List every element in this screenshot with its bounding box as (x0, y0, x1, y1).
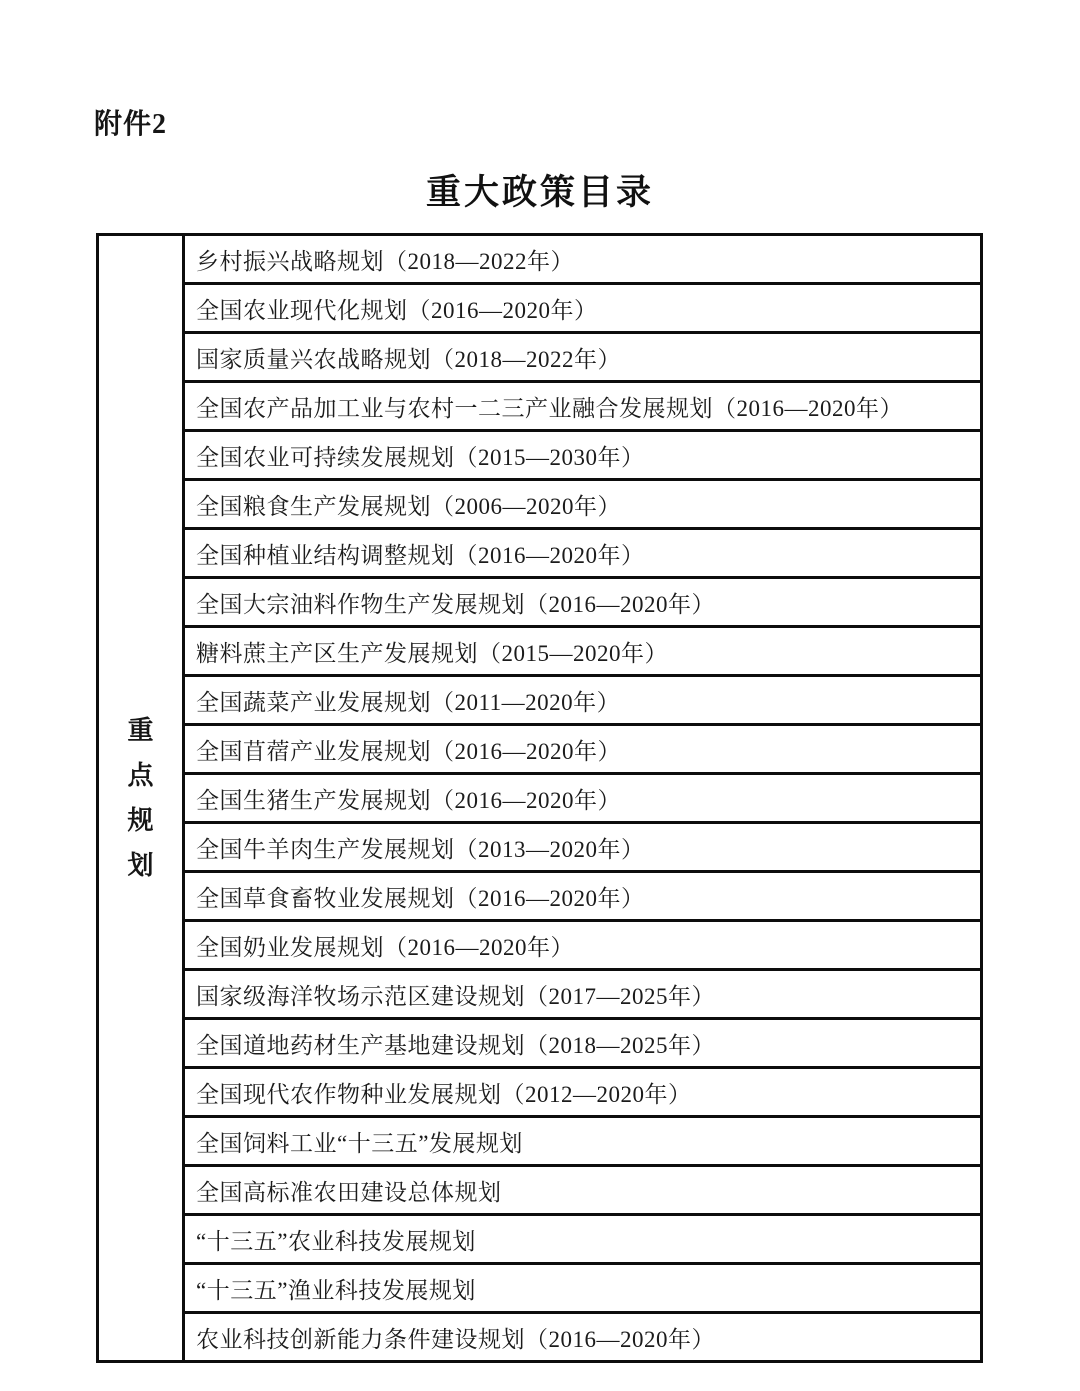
policy-name: 乡村振兴战略规划（2018—2022年） (196, 248, 574, 274)
policy-name: 国家质量兴农战略规划（2018—2022年） (196, 346, 621, 372)
table-row (185, 236, 980, 285)
table-row (185, 922, 980, 971)
policy-name: 全国苜蓿产业发展规划（2016—2020年） (196, 738, 621, 764)
policy-name: 全国现代农作物种业发展规划（2012—2020年） (196, 1081, 692, 1107)
policy-name: 全国粮食生产发展规划（2006—2020年） (196, 493, 621, 519)
policy-name: 全国高标准农田建设总体规划 (196, 1179, 502, 1205)
policy-name: 全国种植业结构调整规划（2016—2020年） (196, 542, 645, 568)
table-row (185, 1020, 980, 1069)
policy-name: 全国农产品加工业与农村一二三产业融合发展规划（2016—2020年） (196, 395, 903, 421)
page-title: 重大政策目录 (425, 173, 654, 212)
table-row (185, 383, 980, 432)
table-row (185, 677, 980, 726)
table-row (185, 824, 980, 873)
table-row (185, 579, 980, 628)
attachment-label: 附件2 (94, 109, 168, 140)
table-row (185, 481, 980, 530)
policy-name: 全国道地药材生产基地建设规划（2018—2025年） (196, 1032, 715, 1058)
table-row (185, 1216, 980, 1265)
table-row (185, 726, 980, 775)
table-row (185, 1118, 980, 1167)
table-row (185, 1167, 980, 1216)
policy-name: 农业科技创新能力条件建设规划（2016—2020年） (196, 1326, 715, 1352)
table-row (185, 432, 980, 481)
table-row (185, 1314, 980, 1360)
policy-table (96, 233, 983, 1363)
table-row (185, 1069, 980, 1118)
policy-name: “十三五”农业科技发展规划 (196, 1228, 476, 1254)
row-header-label: 重点规划 (127, 716, 154, 880)
policy-name: 全国蔬菜产业发展规划（2011—2020年） (196, 689, 621, 715)
table-row (185, 971, 980, 1020)
table-row (185, 873, 980, 922)
row-header-cell (99, 236, 185, 1360)
policy-name: 全国大宗油料作物生产发展规划（2016—2020年） (196, 591, 715, 617)
table-row (185, 285, 980, 334)
table-row (185, 628, 980, 677)
policy-name: 全国草食畜牧业发展规划（2016—2020年） (196, 885, 645, 911)
policy-name: 糖料蔗主产区生产发展规划（2015—2020年） (196, 640, 668, 666)
policy-name: 全国牛羊肉生产发展规划（2013—2020年） (196, 836, 645, 862)
policy-name: 全国农业可持续发展规划（2015—2030年） (196, 444, 645, 470)
table-rows (185, 236, 980, 1360)
policy-name: 全国生猪生产发展规划（2016—2020年） (196, 787, 621, 813)
table-row (185, 1265, 980, 1314)
table-row (185, 334, 980, 383)
policy-name: “十三五”渔业科技发展规划 (196, 1277, 476, 1303)
policy-name: 全国农业现代化规划（2016—2020年） (196, 297, 598, 323)
policy-name: 全国饲料工业“十三五”发展规划 (196, 1130, 523, 1156)
policy-name: 全国奶业发展规划（2016—2020年） (196, 934, 574, 960)
table-row (185, 530, 980, 579)
table-row (185, 775, 980, 824)
policy-name: 国家级海洋牧场示范区建设规划（2017—2025年） (196, 983, 715, 1009)
